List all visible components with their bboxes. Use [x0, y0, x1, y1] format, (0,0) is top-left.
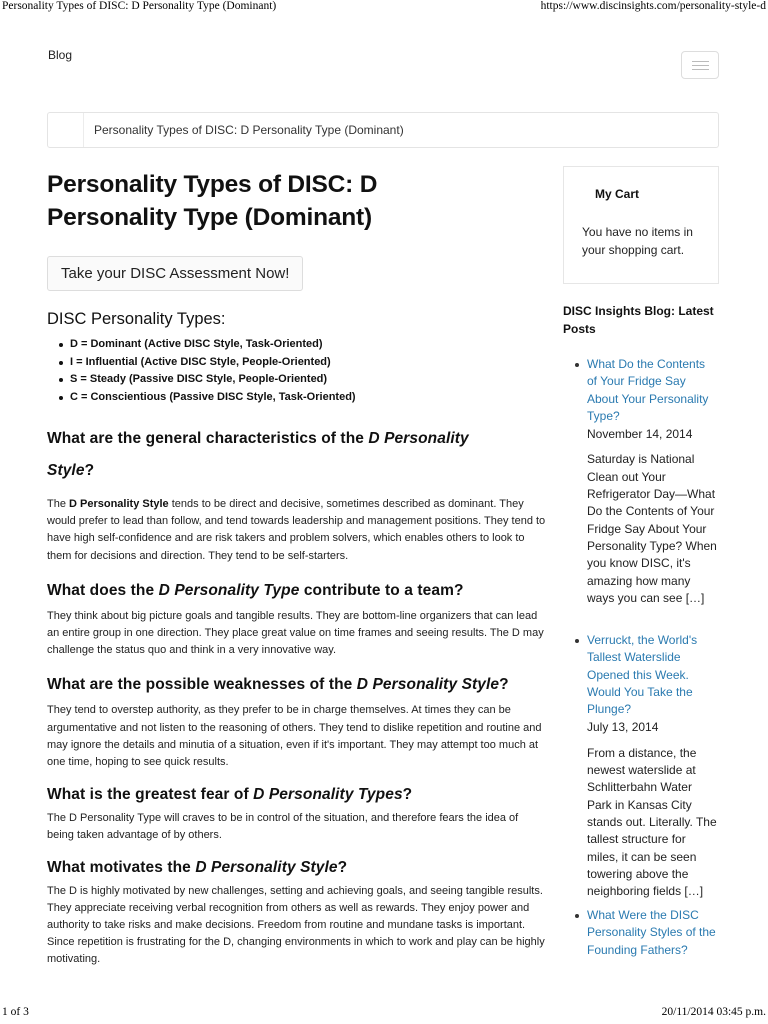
cart-widget — [563, 166, 719, 284]
breadcrumb-current: Personality Types of DISC: D Personality Type (Dominant) — [94, 123, 404, 137]
heading-emphasis: D Personality Type — [158, 581, 300, 599]
take-assessment-button[interactable]: Take your DISC Assessment Now! — [47, 256, 303, 291]
section-heading — [47, 784, 547, 806]
section-paragraph: The D Personality Type will craves to be in control of the situation, and therefore fears the idea of being taken advantage of by others. — [47, 812, 519, 842]
blog-post-excerpt: Saturday is National Clean out Your Refrigerator Day—What Do the Contents of Your Fridge Say About Your Personality Type? When you know DISC, it's amazing how many ways you can see […] — [587, 452, 717, 605]
blog-post-date: July 13, 2014 — [587, 720, 659, 735]
breadcrumb — [47, 112, 719, 148]
blog-post — [587, 356, 717, 607]
section-heading — [47, 857, 547, 879]
section-heading — [47, 423, 517, 487]
list-item: D = Dominant (Active DISC Style, Task-Oriented) — [70, 336, 547, 354]
list-item: S = Steady (Passive DISC Style, People-Oriented) — [70, 371, 547, 389]
nav-brand[interactable]: Blog — [48, 48, 73, 62]
blog-post — [587, 907, 717, 959]
section-heading — [47, 580, 547, 602]
para-bold: D Personality Style — [69, 498, 169, 510]
print-datetime: 20/11/2014 03:45 p.m. — [661, 1006, 766, 1018]
list-item: C = Conscientious (Passive DISC Style, Task-Oriented) — [70, 389, 547, 407]
menu-toggle-button[interactable] — [681, 51, 719, 79]
breadcrumb-home[interactable] — [48, 113, 84, 147]
hamburger-icon — [692, 61, 709, 62]
hamburger-icon-bar — [692, 65, 709, 66]
blog-post — [587, 632, 717, 900]
heading-emphasis: D Personality Style — [195, 858, 338, 876]
para-text: The — [47, 498, 70, 510]
section-paragraph: They tend to overstep authority, as they prefer to be in charge themselves. At times they can be argumentative and not listen to the reasoning of others. They tend to dislike repetition and routine and may ignore the details and minutia of a situation, even if it's important. They may attempt too much at one time, hoping to see quick results. — [47, 704, 542, 769]
blog-post-date: November 14, 2014 — [587, 427, 693, 442]
page-title: Personality Types of DISC: D Personality Type (Dominant) — [47, 171, 378, 231]
section-paragraph: The D is highly motivated by new challenges, setting and achieving goals, and seeing tangible results. They appreciate receiving verbal recognition from others as well as rewards. They enjoy power and authority to take risks and make decisions. Freedom from routine and mundane tasks is important. Since repetition is frustrating for the D, changing environments in which to work and play can be highly motivating. — [47, 884, 545, 966]
types-list — [70, 336, 547, 406]
heading-emphasis: D Personality Types — [253, 786, 403, 804]
heading-text: What does the — [47, 581, 159, 599]
heading-emphasis: D Personality Style — [356, 676, 500, 694]
heading-text: ? — [84, 462, 95, 479]
heading-text: What motivates the — [47, 858, 196, 876]
heading-text: What are the possible weaknesses of the — [47, 676, 357, 694]
types-heading: DISC Personality Types: — [47, 310, 226, 328]
heading-text: What are the general characteristics of the — [47, 430, 369, 447]
heading-text: What is the greatest fear of — [47, 786, 254, 804]
blog-post-link[interactable]: What Do the Contents of Your Fridge Say About Your Personality Type? — [587, 357, 709, 423]
heading-text: ? — [402, 786, 413, 804]
heading-text: ? — [337, 858, 348, 876]
blog-post-link[interactable]: Verruckt, the World's Tallest Waterslide Opened this Week. Would You Take the Plunge? — [587, 633, 698, 717]
bullet-icon — [575, 363, 579, 367]
heading-text: ? — [499, 676, 509, 694]
blog-heading: DISC Insights Blog: Latest Posts — [563, 304, 714, 336]
section-paragraph — [47, 496, 547, 565]
bullet-icon — [575, 914, 579, 918]
hamburger-icon-bar — [692, 69, 709, 70]
print-url: https://www.discinsights.com/personality-style-d — [540, 0, 766, 12]
bullet-icon — [575, 639, 579, 643]
print-header — [0, 0, 768, 16]
main-content — [47, 160, 547, 969]
blog-post-excerpt: From a distance, the newest waterslide at Schlitterbahn Water Park in Kansas City stands out. Literally. The tallest structure for miles, it can be seen towering above the neighboring fields […] — [587, 745, 717, 899]
heading-emphasis: D Personality Style — [47, 430, 469, 479]
print-page-number: 1 of 3 — [2, 1006, 29, 1018]
cart-empty-message: You have no items in your shopping cart. — [582, 225, 693, 257]
list-item: I = Influential (Active DISC Style, People-Oriented) — [70, 354, 547, 372]
blog-post-link[interactable]: What Were the DISC Personality Styles of the Founding Fathers? — [587, 908, 716, 957]
section-heading — [47, 674, 547, 696]
cart-title: My Cart — [595, 187, 640, 201]
heading-text: contribute to a team? — [299, 581, 464, 599]
print-page-title: Personality Types of DISC: D Personality Type (Dominant) — [2, 0, 277, 12]
print-footer — [0, 1006, 768, 1022]
section-paragraph: They think about big picture goals and tangible results. They are bottom-line organizers that can lead an entire group in one direction. They place great value on time frames and seeing results. The D may challenge the status quo and think in a very innovative way. — [47, 609, 544, 657]
para-text: tends to be direct and decisive, sometimes described as dominant. They would prefer to lead than follow, and tend towards leadership and management positions. They tend to have high self-confidence and are risk takers and problem solvers, which enables others to look to them for decisions and direction. They tend to be self-starters. — [47, 498, 546, 562]
